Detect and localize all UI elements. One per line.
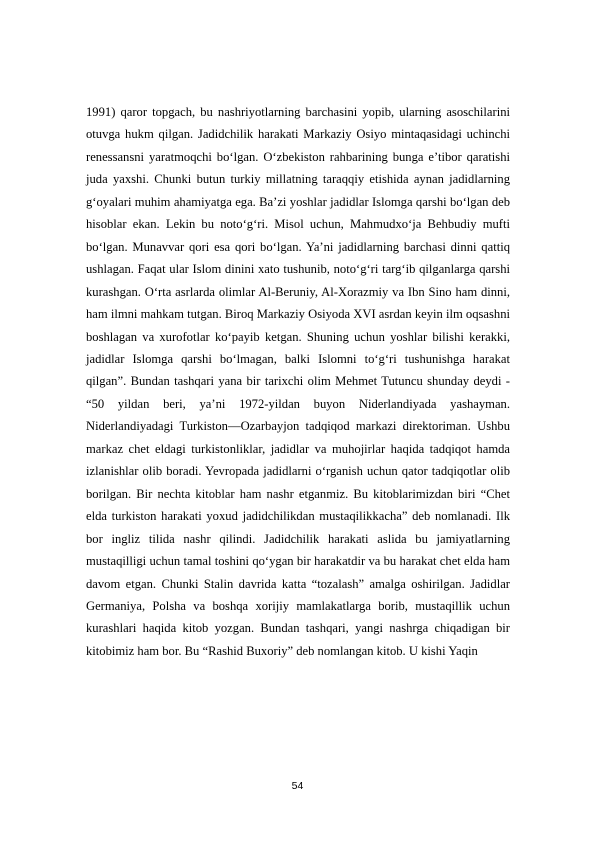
body-paragraph: 1991) qaror topgach, bu nashriyotlarning barchasini yopib, ularning asoschilarini otuvga hukm qilgan. Jadidchilik harakati Markaziy Osiyo mintaqasidagi uchinchi renessansni yaratmoqchi bo‘lgan. O‘zbekiston rahbarining bunga e’tibor qaratishi juda yaxshi. Chunki butun turkiy millatning taraqqiy etishida aynan jadidlarning g‘oyalari muhim ahamiyatga ega. Ba’zi yoshlar jadidlar Islomga qarshi bo‘lgan deb hisoblar ekan. Lekin bu noto‘g‘ri. Misol uchun, Mahmudxo‘ja Behbudiy mufti bo‘lgan. Munavvar qori esa qori bo‘lgan. Ya’ni jadidlarning barchasi dinni qattiq ushlagan. Faqat ular Islom dinini xato tushunib, noto‘g‘ri targ‘ib qilganlarga qarshi kurashgan. O‘rta asrlarda olimlar Al-Beruniy, Al-Xorazmiy va Ibn Sino ham dinni, ham ilmni mahkam tutgan. Biroq Markaziy Osiyoda XVI asrdan keyin ilm oqsashni boshlagan va xurofotlar ko‘payib ketgan. Shuning uchun yoshlar bilishi kerakki, jadidlar Islomga qarshi bo‘lmagan, balki Islomni to‘g‘ri tushunishga harakat qilgan”. Bundan tashqari yana bir tarixchi olim Mehmet Tutuncu shunday deydi - “50 yildan beri, ya’ni 1972-yildan buyon Niderlandiyada yashayman. Niderlandiyadagi Turkiston—Ozarbayjon tadqiqod markazi direktoriman. Ushbu markaz chet eldagi turkistonliklar, jadidlar va muhojirlar haqida tadqiqot hamda izlanishlar olib boradi. Yevropada jadidlarni o‘rganish uchun qator tadqiqotlar olib borilgan. Bir nechta kitoblar ham nashr etganmiz. Bu kitoblarimizdan biri “Chet elda turkiston harakati yoxud jadidchilikdan mustaqilikkacha” deb nomlanadi. Ilk bor ingliz tilida nashr qilindi. Jadidchilik harakati aslida bu jamiyatlarning mustaqilligi uchun tamal toshini qo‘ygan bir harakatdir va bu harakat chet elda ham davom etgan. Chunki Stalin davrida katta “tozalash” amalga oshirilgan. Jadidlar Germaniya, Polsha va boshqa xorijiy mamlakatlarga borib, mustaqillik uchun kurashlari haqida kitob yozgan. Bundan tashqari, yangi nashrga chiqadigan bir kitobimiz ham bor. Bu “Rashid Buxoriy” deb nomlangan kitob. U kishi Yaqin xyxy=(86,105,510,658)
page-number: 54 xyxy=(291,780,304,792)
